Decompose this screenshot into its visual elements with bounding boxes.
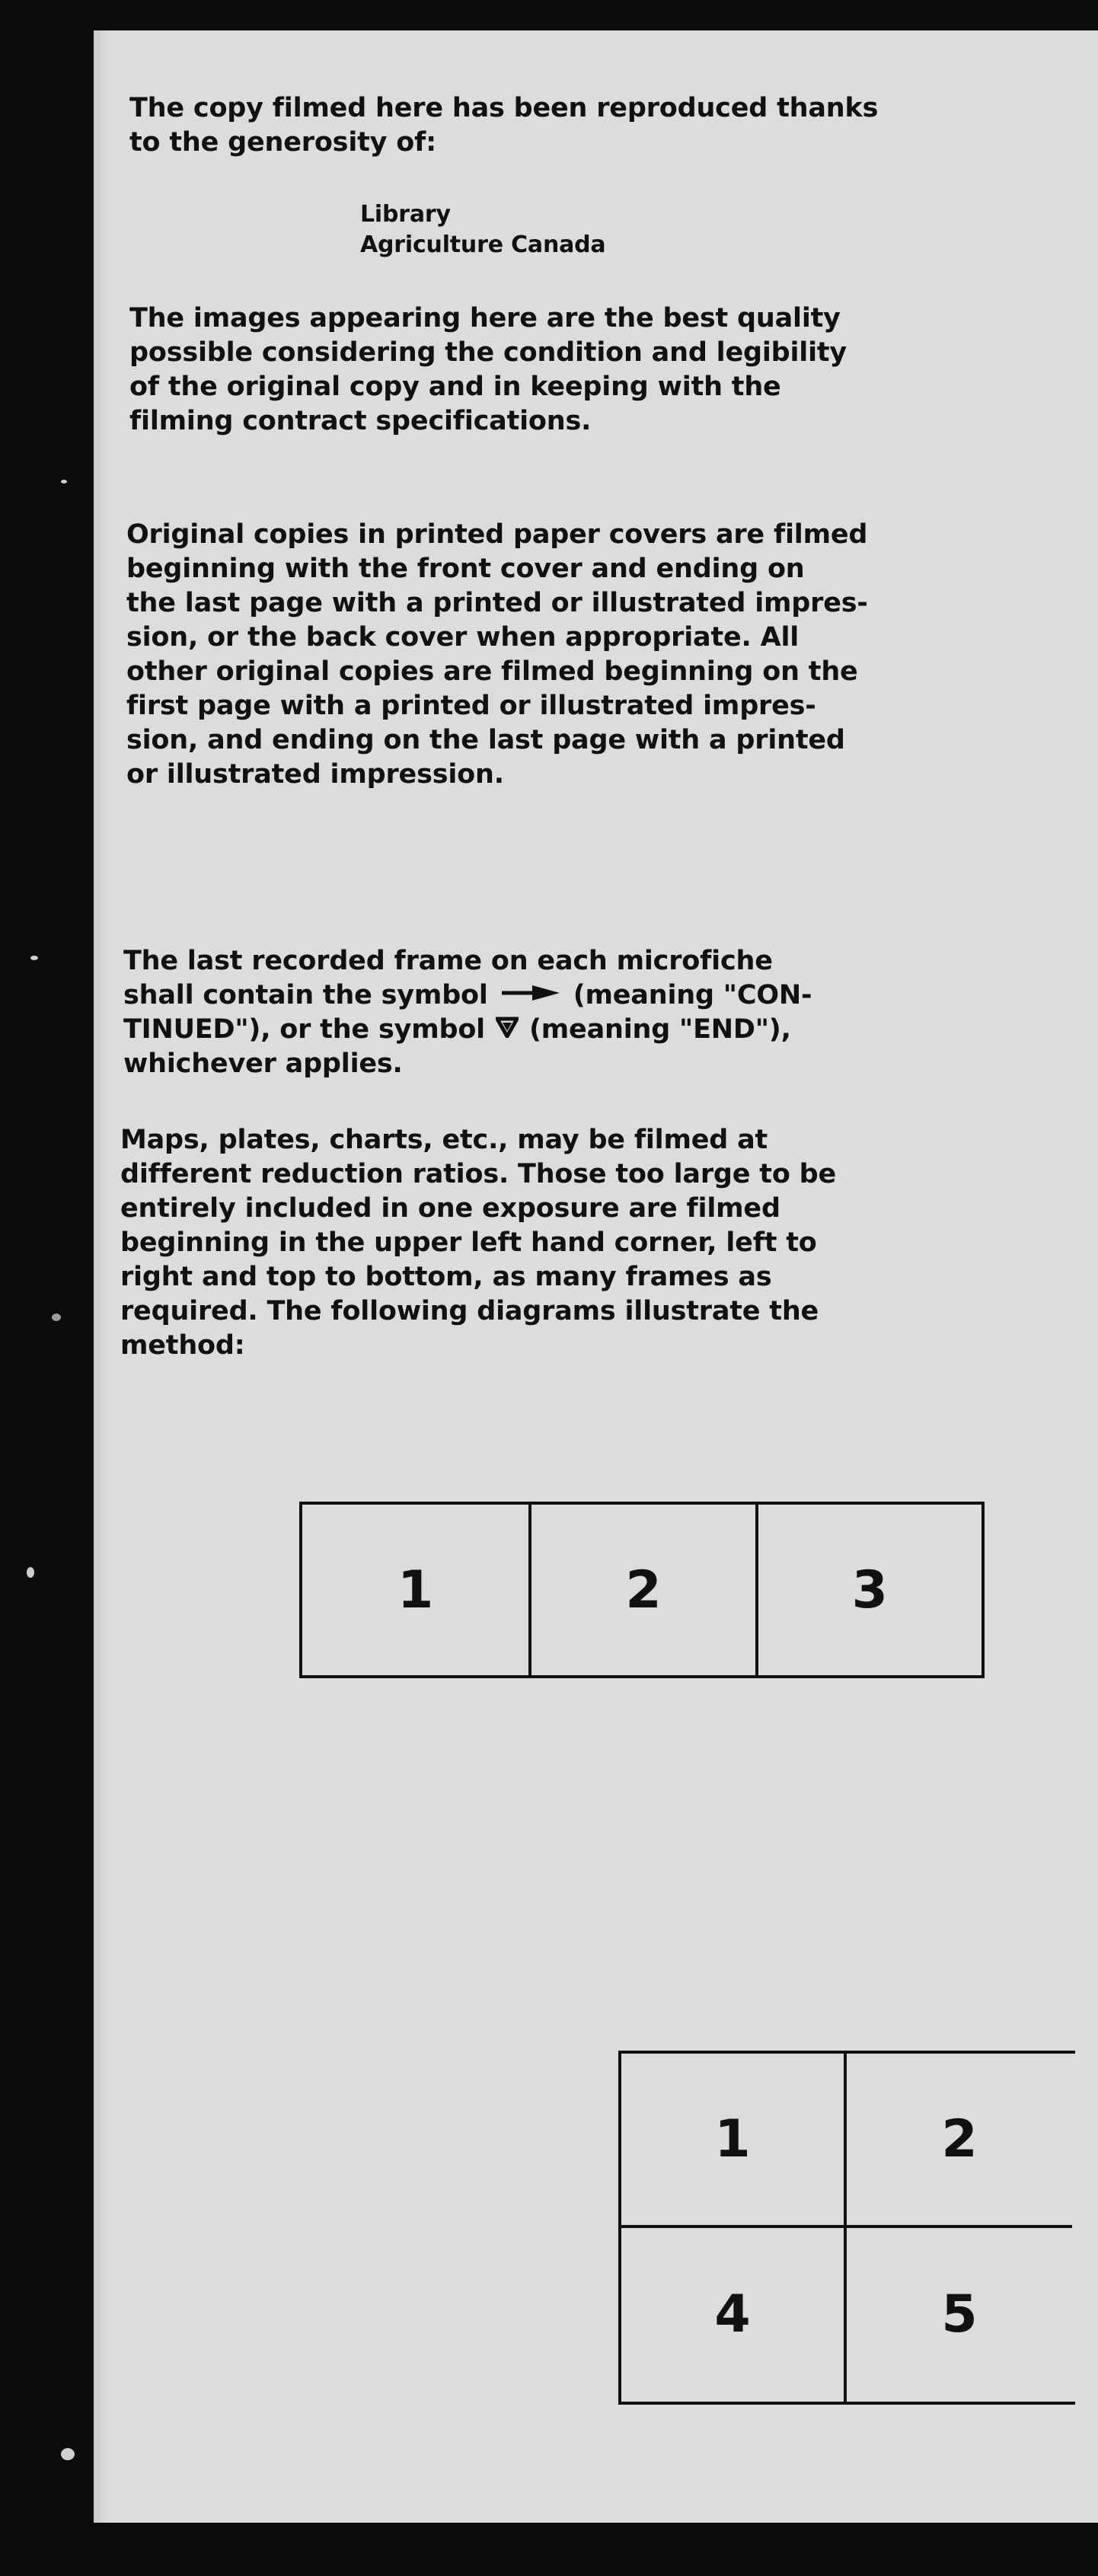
frame-row-diagram bbox=[299, 1502, 985, 1678]
frame-block-diagram bbox=[618, 2051, 1075, 2405]
frame-cell: 2 bbox=[528, 1505, 755, 1675]
last-frame-text-2: (meaning "CON- TINUED"), or the symbol bbox=[123, 980, 812, 1045]
image-quality-paragraph: The images appearing here are the best quality possible considering the condition and legibility of the original copy and in keeping with the filming contract specifications. bbox=[129, 303, 847, 436]
last-frame-text-3: (meaning "END"), whichever applies. bbox=[123, 1014, 791, 1079]
down-triangle-icon bbox=[496, 1017, 519, 1038]
film-speck bbox=[61, 480, 67, 484]
frame-cell: 1 bbox=[397, 1559, 434, 1620]
library-line-1: Library bbox=[360, 201, 451, 228]
maps-paragraph: Maps, plates, charts, etc., may be filmed at different reduction ratios. Those too large to be entirely included in one exposure are filmed beginning in the upper left hand corner, left to right and top to bottom, as many frames as required. The following diagrams illustrate the method: bbox=[120, 1125, 837, 1361]
original-copies-paragraph: Original copies in printed paper covers are filmed beginning with the front cover and ending on the last page with a printed or illustrated impres- sion, or the back cover when appropriate. All other original copies are filmed beginning on the first page with a printed or illustrated impres- sion, and ending on the last page with a printed or illustrated impression. bbox=[126, 519, 868, 790]
film-speck bbox=[52, 1314, 61, 1321]
page-edge-shadow bbox=[94, 30, 107, 2523]
frame-cell: 3 bbox=[755, 1505, 981, 1675]
film-speck bbox=[30, 956, 38, 960]
arrow-icon bbox=[500, 984, 561, 1002]
film-speck bbox=[61, 2448, 75, 2460]
frame-cell: 5 bbox=[941, 2284, 978, 2345]
frame-cell: 2 bbox=[847, 2054, 1072, 2228]
credit-paragraph: The copy filmed here has been reproduced thanks to the generosity of: bbox=[129, 93, 879, 158]
last-frame-text-1: The last recorded frame on each microfiche shall contain the symbol bbox=[123, 946, 773, 1010]
frame-cell: 4 bbox=[621, 2228, 847, 2402]
library-line-2: Agriculture Canada bbox=[360, 231, 606, 258]
frame-cell: 1 bbox=[621, 2054, 847, 2228]
film-speck bbox=[27, 1567, 34, 1578]
library-credit bbox=[360, 200, 605, 260]
last-frame-paragraph bbox=[123, 944, 1022, 1081]
